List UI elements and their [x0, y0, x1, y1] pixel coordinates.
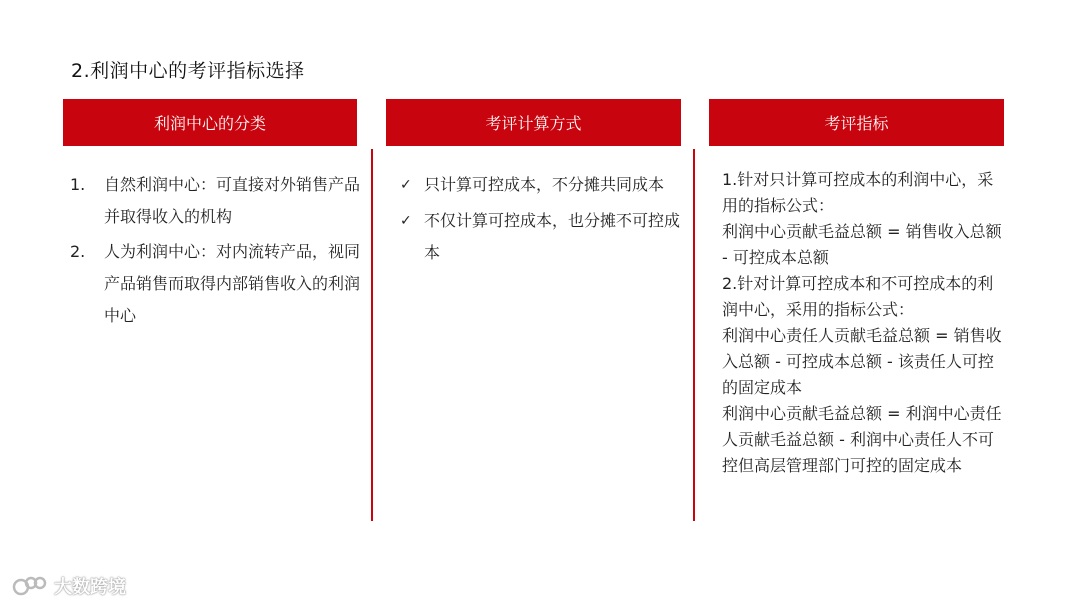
- indicator-paragraph: 1.针对只计算可控成本的利润中心，采用的指标公式：: [722, 170, 994, 215]
- list-item: [70, 169, 362, 233]
- indicator-formula: 利润中心贡献毛益总额 = 利润中心责任人贡献毛益总额 - 利润中心责任人不可控但高层管理部门可控的固定成本: [722, 404, 1002, 475]
- column-header-indicators: 考评指标: [709, 99, 1004, 146]
- classification-column: [70, 169, 362, 335]
- list-item: [70, 236, 362, 332]
- indicator-formula: 利润中心贡献毛益总额 = 销售收入总额 - 可控成本总额: [722, 222, 1002, 267]
- calculation-list: [400, 169, 688, 269]
- item-number: 1.: [70, 175, 86, 194]
- column-divider: [371, 149, 373, 521]
- item-text: 自然利润中心：可直接对外销售产品并取得收入的机构: [104, 175, 361, 226]
- check-icon: ✓: [400, 213, 412, 229]
- check-icon: ✓: [400, 177, 412, 193]
- page-title: 2.利润中心的考评指标选择: [71, 60, 305, 82]
- list-item: [400, 205, 688, 269]
- indicators-column: [722, 167, 1004, 479]
- indicator-formula: 利润中心责任人贡献毛益总额 = 销售收入总额 - 可控成本总额 - 该责任人可控的固定成本: [722, 326, 1002, 397]
- column-divider: [693, 149, 695, 521]
- item-text: 人为利润中心：对内流转产品，视同产品销售而取得内部销售收入的利润中心: [104, 242, 361, 325]
- item-number: 2.: [70, 242, 86, 261]
- indicator-paragraph: 2.针对计算可控成本和不可控成本的利润中心，采用的指标公式：: [722, 274, 994, 319]
- list-item: [400, 169, 688, 201]
- column-header-classification: 利润中心的分类: [63, 99, 357, 146]
- item-text: 只计算可控成本，不分摊共同成本: [424, 175, 665, 194]
- item-text: 不仅计算可控成本，也分摊不可控成本: [424, 211, 681, 262]
- logo-icon: [12, 574, 48, 598]
- watermark-text: 大数跨境: [54, 577, 126, 598]
- classification-list: [70, 169, 362, 332]
- calculation-column: [400, 169, 688, 273]
- watermark: [12, 573, 126, 599]
- column-header-calculation: 考评计算方式: [386, 99, 681, 146]
